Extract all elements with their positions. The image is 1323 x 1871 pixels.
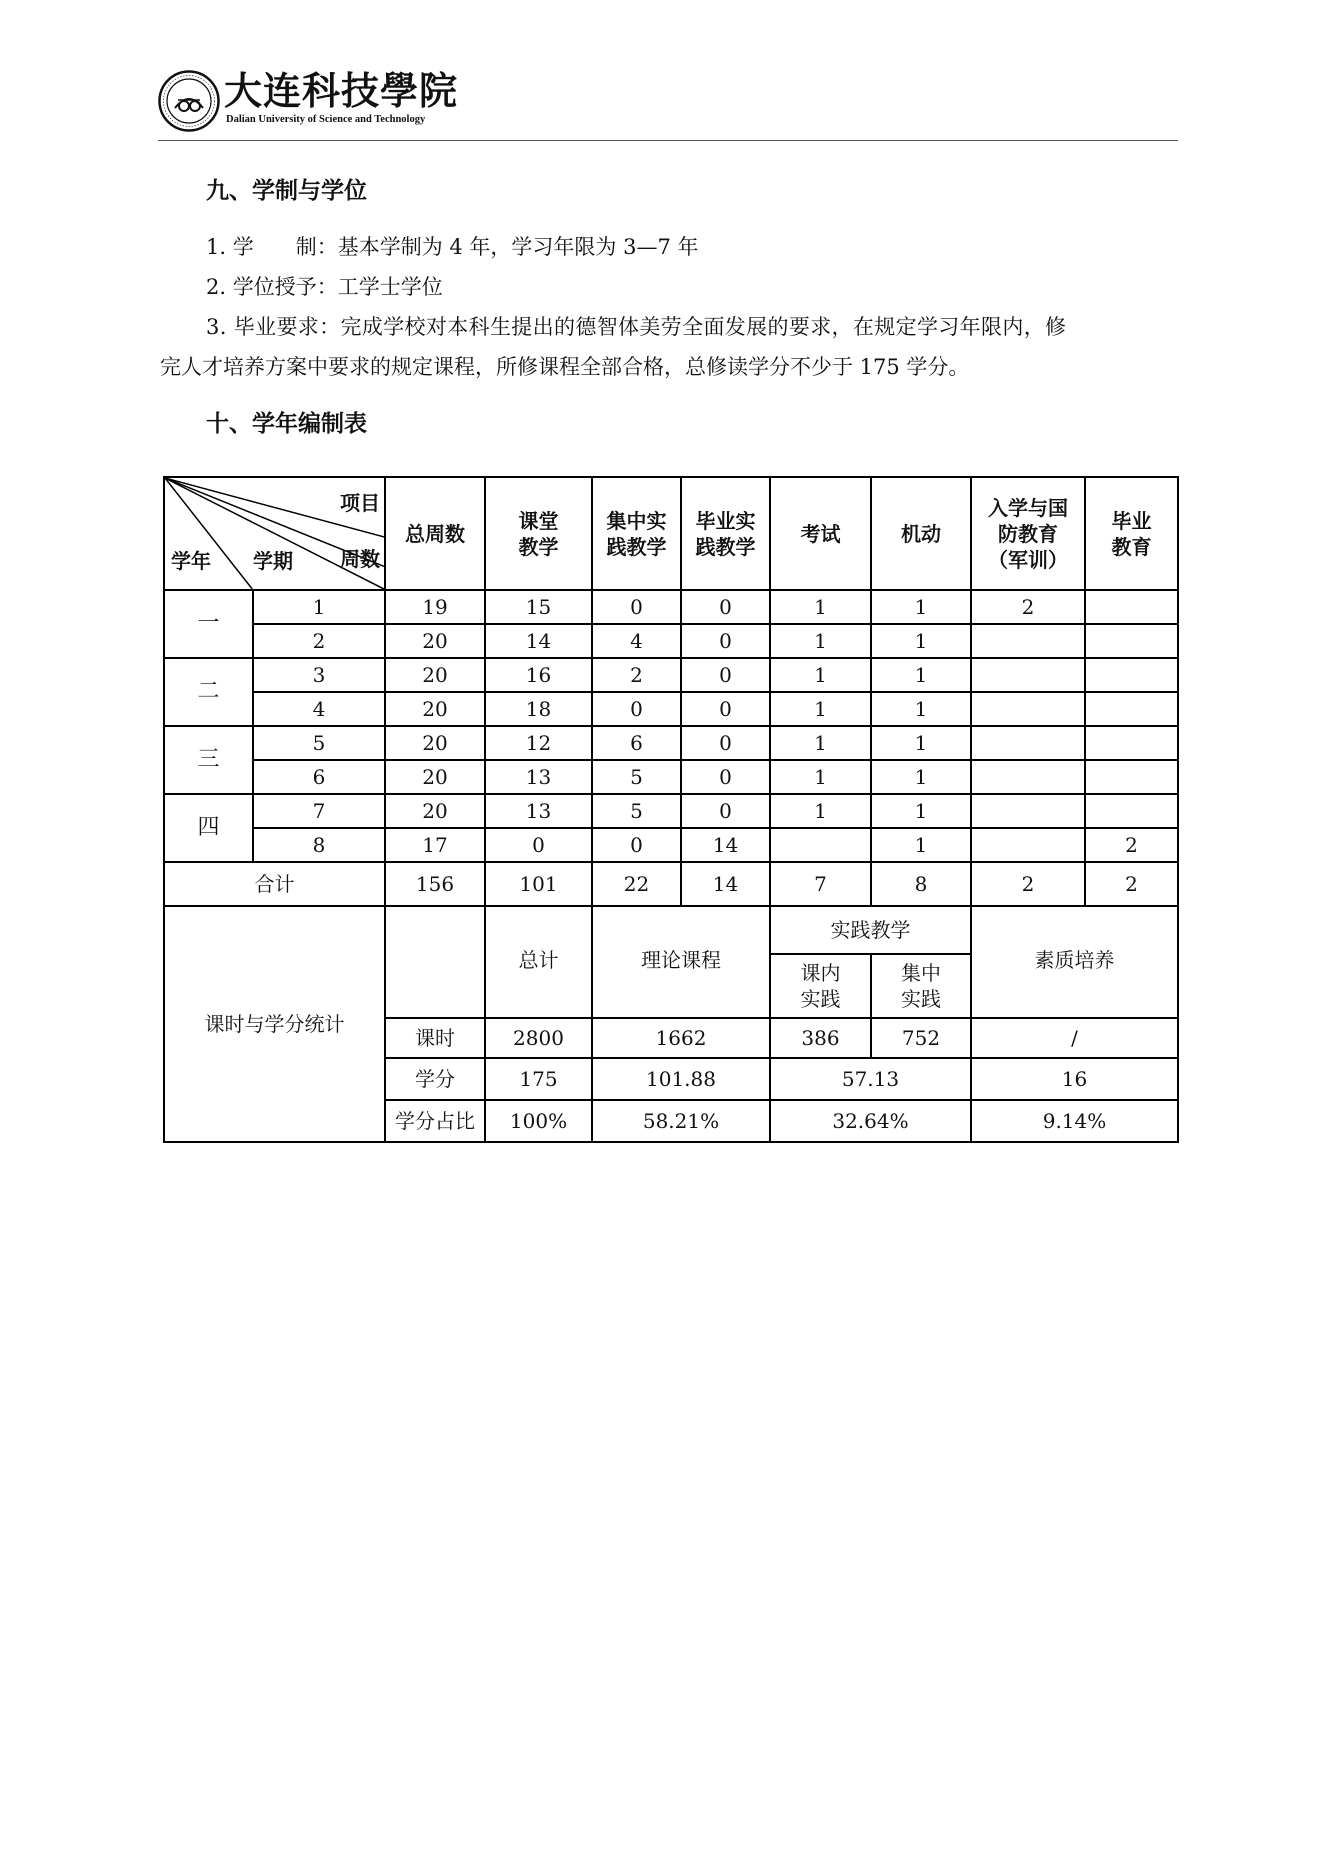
total-cell: 14 xyxy=(681,862,770,906)
year-cell: 一 xyxy=(164,590,253,658)
table-row xyxy=(164,692,1178,726)
table-row xyxy=(164,590,1178,624)
term-cell: 2 xyxy=(253,624,385,658)
value-cell xyxy=(1085,760,1178,794)
value-cell: 1 xyxy=(770,624,871,658)
value-cell xyxy=(971,692,1085,726)
value-cell: 20 xyxy=(385,794,485,828)
value-cell: 1 xyxy=(871,828,971,862)
value-cell: 18 xyxy=(485,692,592,726)
table-row xyxy=(164,794,1178,828)
col-header-concentrated-practice: 集中实 践教学 xyxy=(592,477,681,590)
term-cell: 4 xyxy=(253,692,385,726)
item1-text: 基本学制为 4 年，学习年限为 3—7 年 xyxy=(337,235,699,259)
total-cell: 156 xyxy=(385,862,485,906)
value-cell: 4 xyxy=(592,624,681,658)
col-header-total-weeks: 总周数 xyxy=(385,477,485,590)
ratio-label: 学分占比 xyxy=(385,1100,485,1142)
stats-label: 课时与学分统计 xyxy=(164,906,385,1142)
ratio-total: 100% xyxy=(485,1100,592,1142)
value-cell: 1 xyxy=(770,726,871,760)
value-cell: 0 xyxy=(681,794,770,828)
value-cell: 20 xyxy=(385,726,485,760)
year-cell: 四 xyxy=(164,794,253,862)
value-cell: 1 xyxy=(871,760,971,794)
value-cell: 1 xyxy=(871,726,971,760)
table-row xyxy=(164,828,1178,862)
value-cell: 1 xyxy=(770,760,871,794)
value-cell: 0 xyxy=(681,624,770,658)
hours-total: 2800 xyxy=(485,1018,592,1058)
value-cell: 15 xyxy=(485,590,592,624)
total-cell: 2 xyxy=(1085,862,1178,906)
stats-header-theory: 理论课程 xyxy=(592,906,770,1018)
value-cell xyxy=(971,726,1085,760)
col-header-flexible: 机动 xyxy=(871,477,971,590)
value-cell: 5 xyxy=(592,794,681,828)
hours-in-class: 386 xyxy=(770,1018,871,1058)
term-cell: 3 xyxy=(253,658,385,692)
table-header-row xyxy=(164,477,1178,590)
stats-header-row-1 xyxy=(164,906,1178,954)
col-header-classroom: 课堂 教学 xyxy=(485,477,592,590)
value-cell: 20 xyxy=(385,624,485,658)
value-cell: 0 xyxy=(681,692,770,726)
year-cell: 二 xyxy=(164,658,253,726)
value-cell: 0 xyxy=(681,726,770,760)
value-cell: 0 xyxy=(592,590,681,624)
value-cell xyxy=(1085,590,1178,624)
credits-practice: 57.13 xyxy=(770,1058,971,1100)
item2-label: 2. 学位授予： xyxy=(206,275,338,299)
value-cell xyxy=(1085,624,1178,658)
hours-quality: / xyxy=(971,1018,1178,1058)
col-header-graduation-education: 毕业 教育 xyxy=(1085,477,1178,590)
table-row xyxy=(164,624,1178,658)
stats-blank-cell xyxy=(385,906,485,1018)
value-cell xyxy=(971,794,1085,828)
value-cell: 16 xyxy=(485,658,592,692)
value-cell: 1 xyxy=(871,590,971,624)
corner-label-year: 学年 xyxy=(171,549,211,573)
value-cell: 20 xyxy=(385,692,485,726)
total-cell: 2 xyxy=(971,862,1085,906)
corner-label-weeks: 周数 xyxy=(340,547,380,571)
page-header xyxy=(158,66,1178,140)
university-seal-icon xyxy=(158,70,220,132)
hours-concentrated: 752 xyxy=(871,1018,971,1058)
value-cell: 0 xyxy=(681,590,770,624)
stats-header-practice: 实践教学 xyxy=(770,906,971,954)
ratio-theory: 58.21% xyxy=(592,1100,770,1142)
value-cell xyxy=(971,624,1085,658)
value-cell: 1 xyxy=(770,590,871,624)
value-cell xyxy=(971,760,1085,794)
value-cell: 14 xyxy=(485,624,592,658)
value-cell: 1 xyxy=(871,794,971,828)
value-cell xyxy=(1085,726,1178,760)
hours-theory: 1662 xyxy=(592,1018,770,1058)
credits-total: 175 xyxy=(485,1058,592,1100)
item3-line2: 完人才培养方案中要求的规定课程，所修课程全部合格，总修读学分不少于 175 学分。 xyxy=(160,355,970,379)
stats-header-quality: 素质培养 xyxy=(971,906,1178,1018)
value-cell: 12 xyxy=(485,726,592,760)
credits-quality: 16 xyxy=(971,1058,1178,1100)
schedule-table xyxy=(163,476,1179,1143)
total-cell: 22 xyxy=(592,862,681,906)
school-name-en: Dalian University of Science and Technology xyxy=(226,114,426,125)
credits-theory: 101.88 xyxy=(592,1058,770,1100)
col-header-military-training: 入学与国 防教育 （军训） xyxy=(971,477,1085,590)
section10-title: 十、学年编制表 xyxy=(206,410,367,437)
total-label: 合计 xyxy=(164,862,385,906)
value-cell: 5 xyxy=(592,760,681,794)
item2-text: 工学士学位 xyxy=(337,275,443,299)
item1-label: 1. 学 制： xyxy=(206,235,338,259)
value-cell: 20 xyxy=(385,760,485,794)
ratio-practice: 32.64% xyxy=(770,1100,971,1142)
term-cell: 8 xyxy=(253,828,385,862)
item3-line1: 3. 毕业要求：完成学校对本科生提出的德智体美劳全面发展的要求，在规定学习年限内，修 xyxy=(206,315,1067,339)
value-cell xyxy=(1085,658,1178,692)
value-cell: 13 xyxy=(485,760,592,794)
corner-header-cell xyxy=(164,477,385,590)
value-cell: 6 xyxy=(592,726,681,760)
value-cell xyxy=(1085,794,1178,828)
value-cell xyxy=(770,828,871,862)
table-row xyxy=(164,726,1178,760)
value-cell: 1 xyxy=(770,658,871,692)
item2-line xyxy=(206,272,443,302)
total-cell: 8 xyxy=(871,862,971,906)
term-cell: 7 xyxy=(253,794,385,828)
stats-header-concentrated: 集中 实践 xyxy=(871,954,971,1018)
value-cell: 17 xyxy=(385,828,485,862)
total-row xyxy=(164,862,1178,906)
value-cell: 20 xyxy=(385,658,485,692)
value-cell: 0 xyxy=(485,828,592,862)
col-header-exam: 考试 xyxy=(770,477,871,590)
value-cell: 0 xyxy=(681,760,770,794)
value-cell: 1 xyxy=(871,624,971,658)
value-cell xyxy=(971,828,1085,862)
value-cell: 0 xyxy=(681,658,770,692)
corner-label-item: 项目 xyxy=(340,491,380,515)
value-cell: 2 xyxy=(592,658,681,692)
total-cell: 7 xyxy=(770,862,871,906)
section9-title: 九、学制与学位 xyxy=(206,177,367,204)
value-cell: 0 xyxy=(592,692,681,726)
year-cell: 三 xyxy=(164,726,253,794)
term-cell: 5 xyxy=(253,726,385,760)
hours-label: 课时 xyxy=(385,1018,485,1058)
value-cell: 19 xyxy=(385,590,485,624)
item1-line xyxy=(206,232,699,262)
header-divider xyxy=(158,140,1178,141)
term-cell: 6 xyxy=(253,760,385,794)
value-cell xyxy=(1085,692,1178,726)
ratio-quality: 9.14% xyxy=(971,1100,1178,1142)
credits-label: 学分 xyxy=(385,1058,485,1100)
school-name-cn: 大连科技學院 xyxy=(224,68,459,113)
col-header-graduation-practice: 毕业实 践教学 xyxy=(681,477,770,590)
table-row xyxy=(164,760,1178,794)
value-cell: 2 xyxy=(971,590,1085,624)
total-cell: 101 xyxy=(485,862,592,906)
term-cell: 1 xyxy=(253,590,385,624)
corner-label-term: 学期 xyxy=(253,549,293,573)
value-cell xyxy=(971,658,1085,692)
value-cell: 14 xyxy=(681,828,770,862)
value-cell: 1 xyxy=(770,794,871,828)
value-cell: 2 xyxy=(1085,828,1178,862)
value-cell: 1 xyxy=(871,692,971,726)
value-cell: 1 xyxy=(770,692,871,726)
value-cell: 13 xyxy=(485,794,592,828)
stats-header-in-class: 课内 实践 xyxy=(770,954,871,1018)
table-row xyxy=(164,658,1178,692)
value-cell: 0 xyxy=(592,828,681,862)
value-cell: 1 xyxy=(871,658,971,692)
stats-header-total: 总计 xyxy=(485,906,592,1018)
